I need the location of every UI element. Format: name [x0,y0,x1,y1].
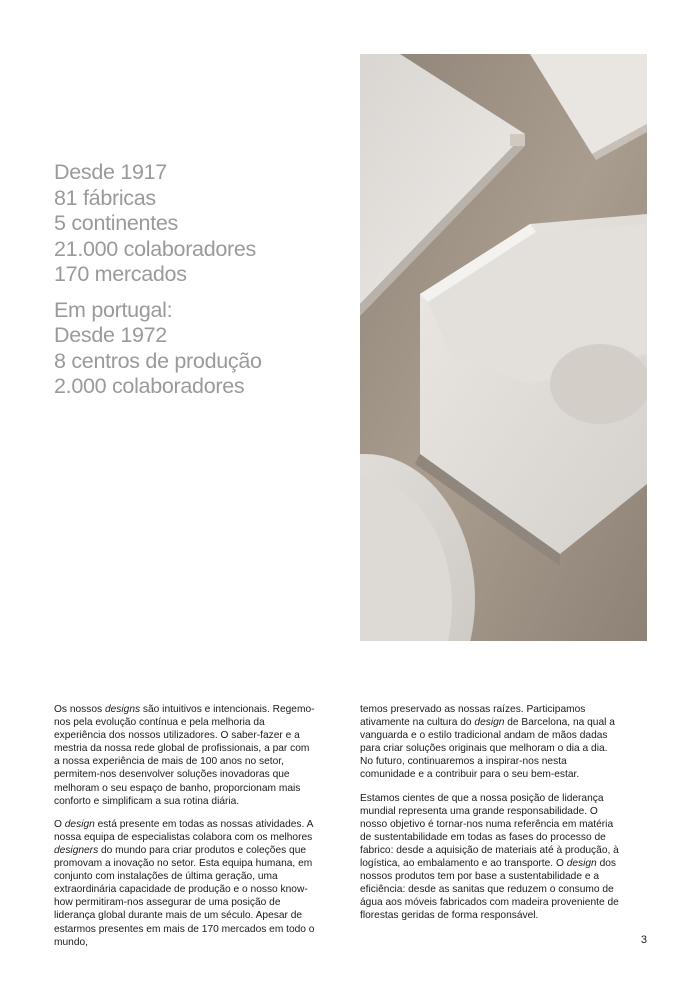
text-run: do mundo para criar produtos e coleções que promovam a inovação no setor. Esta equipa humana, em conjunto com instalações de última geração, uma extraordinária capacidade de produção e o nosso know-how permitiram-nos assegurar de uma posição de liderança global durante mais de um século. Apesar de estarmos presentes em mais de 170 mercados em todo o mundo, [54,844,315,948]
stat-line: Desde 1972 [54,323,167,347]
text-run: O [54,818,65,830]
basin-shadow [550,344,647,424]
body-paragraph [54,703,316,808]
text-run-italic: design [474,717,505,729]
text-run-italic: design [566,858,597,870]
basin-corner [510,134,525,146]
body-paragraph [54,818,316,949]
portugal-stats [54,298,354,400]
stat-line: 5 continentes [54,211,178,235]
body-column-right [360,703,622,933]
body-paragraph [360,703,622,782]
text-run: são intuitivos e intencionais. Regemo-nos pela evolução contínua e pela melhoria da experiência dos nossos utilizadores. O saber-fazer e a mestria da nossa rede global de profissionais, a par com a nossa experiência de mais de 100 anos no setor, permitem-nos desenvolver soluções inovadoras que melhoram o seu espaço de banho, proporcionam mais conforto e simplificam a sua rotina diária. [54,704,315,807]
body-paragraph [360,792,622,923]
text-run-italic: designers [54,844,99,856]
company-stats [54,160,354,410]
body-column-left [54,703,316,959]
ceramic-washbasins-photo [360,54,647,641]
text-run: temos preservado as nossas raízes. Participamos ativamente na cultura do [360,704,586,729]
text-run-italic: design [64,818,95,830]
text-run: Estamos cientes de que a nossa posição de liderança mundial representa uma grande responsabilidade. O nosso objetivo é tornar-nos numa referência em matéria de sustentabilidade em todas as fases do processo de fabrico: desde a aquisição de materiais até à produção, à logística, ao embalamento e ao transporte. O [360,792,619,870]
page-number: 3 [640,934,647,946]
stat-line: 21.000 colaboradores [54,236,256,261]
stat-line: 2.000 colaboradores [54,374,245,398]
text-run: de Barcelona, na qual a vanguarda e o estilo tradicional andam de mãos dadas para criar soluções originais que melhoram o dia a dia. No futuro, continuaremos a inspirar-nos nesta comunidade e a contribuir para o seu bem-estar. [360,717,615,781]
stat-line: 81 fábricas [54,185,156,210]
text-run: dos nossos produtos tem por base a sustentabilidade e a eficiência: desde as sanitas que reduzem o consumo de água aos móveis fabricados com madeira proveniente de florestas geridas de forma responsável. [360,858,619,922]
stat-line: 170 mercados [54,262,187,286]
text-run: Os nossos [54,704,105,715]
text-run-italic: designs [104,704,141,715]
stat-line: 8 centros de produção [54,348,262,373]
text-run: está presente em todas as nossas atividades. A nossa equipa de especialistas colabora com os melhores [54,818,313,843]
stat-line: Desde 1917 [54,160,167,184]
stat-line: Em portugal: [54,297,173,322]
global-stats [54,160,354,288]
washbasins-illustration [360,54,647,641]
